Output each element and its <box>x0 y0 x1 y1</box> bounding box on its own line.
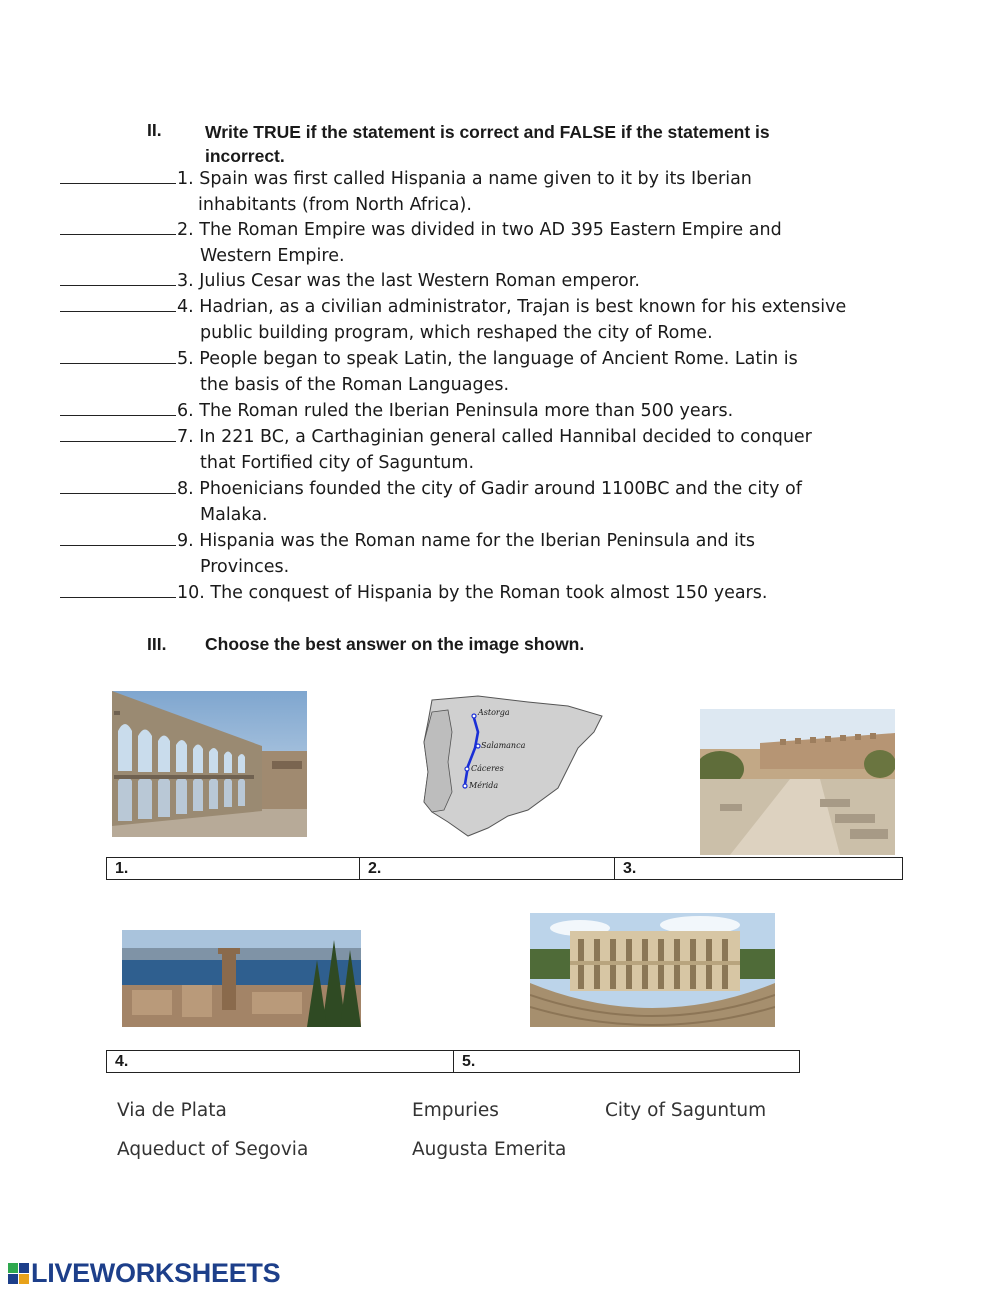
statement-text: 4. Hadrian, as a civilian administrator, Trajan is best known for his extensive <box>177 297 847 317</box>
answer-cell-1[interactable]: 1. <box>107 858 360 879</box>
answer-cell-5[interactable]: 5. <box>462 1053 476 1070</box>
statement-item-8 <box>60 476 960 528</box>
statement-item-5 <box>60 346 960 398</box>
answer-row-1 <box>106 857 903 880</box>
statement-text-cont: Malaka. <box>200 505 268 525</box>
saguntum-ruins-photo <box>700 709 895 855</box>
answer-blank[interactable] <box>60 269 176 286</box>
liveworksheets-logo-text: LIVEWORKSHEETS <box>31 1258 281 1288</box>
statement-item-7 <box>60 424 960 476</box>
section-3-instruction: Choose the best answer on the image shown. <box>205 634 585 654</box>
roman-theatre-photo <box>530 913 775 1027</box>
answer-cell-3[interactable]: 3. <box>623 860 637 877</box>
statement-text-cont: inhabitants (from North Africa). <box>198 195 472 215</box>
statement-text: 8. Phoenicians founded the city of Gadir around 1100BC and the city of <box>177 479 802 499</box>
section-2-instruction <box>205 120 905 168</box>
section-3-numeral: III. <box>147 634 167 654</box>
statement-text: 2. The Roman Empire was divided in two AD 395 Eastern Empire and <box>177 220 782 240</box>
statement-text: 7. In 221 BC, a Carthaginian general called Hannibal decided to conquer <box>177 427 812 447</box>
answer-blank[interactable] <box>60 347 176 364</box>
empuries-ruins-photo <box>122 930 361 1027</box>
statement-text: 3. Julius Cesar was the last Western Roman emperor. <box>177 271 640 291</box>
option-via-de-plata: Via de Plata <box>117 1100 227 1121</box>
option-city-of-saguntum: City of Saguntum <box>605 1100 767 1121</box>
section-2-instruction-line1: Write TRUE if the statement is correct and FALSE if the statement is <box>205 122 770 142</box>
answer-blank[interactable] <box>60 167 176 184</box>
liveworksheets-logo[interactable] <box>8 1258 280 1289</box>
map-label-salamanca: Salamanca <box>481 741 526 750</box>
statement-text-cont: the basis of the Roman Languages. <box>200 375 510 395</box>
answer-blank[interactable] <box>60 581 176 598</box>
statement-item-6 <box>60 398 960 424</box>
statement-text-cont: that Fortified city of Saguntum. <box>200 453 475 473</box>
option-empuries: Empuries <box>412 1100 499 1121</box>
statement-text-cont: Western Empire. <box>200 246 345 266</box>
option-augusta-emerita: Augusta Emerita <box>412 1139 567 1160</box>
section-2-numeral: II. <box>147 120 162 140</box>
statement-text: 6. The Roman ruled the Iberian Peninsula more than 500 years. <box>177 401 734 421</box>
answer-blank[interactable] <box>60 425 176 442</box>
answer-row-2 <box>106 1050 800 1073</box>
statement-text: 1. Spain was first called Hispania a name given to it by its Iberian <box>177 169 752 189</box>
answer-blank[interactable] <box>60 529 176 546</box>
statement-item-4 <box>60 294 960 346</box>
statement-text-cont: public building program, which reshaped the city of Rome. <box>200 323 713 343</box>
option-aqueduct-of-segovia: Aqueduct of Segovia <box>117 1139 309 1160</box>
statement-text: 5. People began to speak Latin, the language of Ancient Rome. Latin is <box>177 349 798 369</box>
answer-blank[interactable] <box>60 477 176 494</box>
statement-item-1 <box>60 166 960 218</box>
answer-blank[interactable] <box>60 218 176 235</box>
statement-text: 10. The conquest of Hispania by the Roman took almost 150 years. <box>177 583 768 603</box>
map-label-merida: Mérida <box>469 781 499 790</box>
statement-item-9 <box>60 528 960 580</box>
iberia-route-map <box>418 692 604 842</box>
statement-text: 9. Hispania was the Roman name for the Iberian Peninsula and its <box>177 531 755 551</box>
liveworksheets-logo-icon <box>8 1263 30 1285</box>
answer-cell-4[interactable]: 4. <box>107 1051 454 1072</box>
statement-item-2 <box>60 217 960 269</box>
statement-text-cont: Provinces. <box>200 557 290 577</box>
map-label-astorga: Astorga <box>478 708 510 717</box>
answer-blank[interactable] <box>60 399 176 416</box>
aqueduct-photo <box>112 691 307 837</box>
map-label-caceres: Cáceres <box>471 764 504 773</box>
statement-item-3 <box>60 268 960 294</box>
answer-blank[interactable] <box>60 295 176 312</box>
answer-cell-2[interactable]: 2. <box>360 858 615 879</box>
section-2-instruction-line2: incorrect. <box>205 146 285 166</box>
statement-item-10 <box>60 580 960 606</box>
